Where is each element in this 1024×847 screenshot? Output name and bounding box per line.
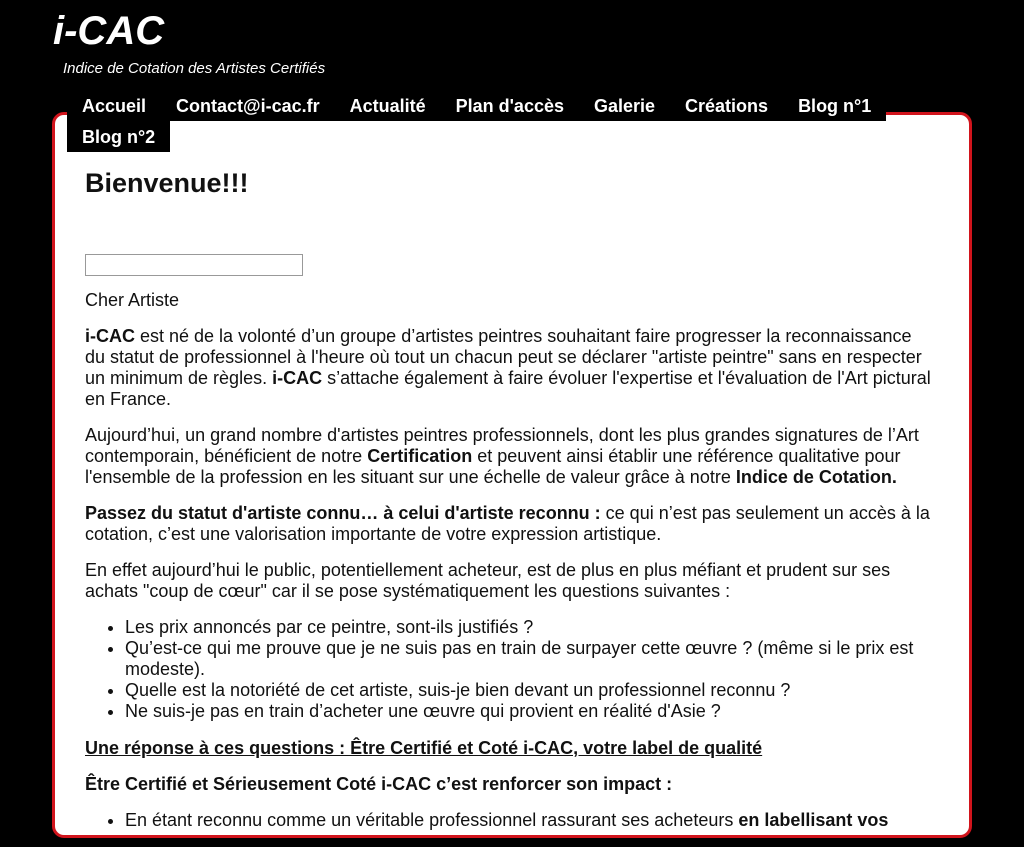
- nav-item-accueil[interactable]: Accueil: [67, 90, 161, 121]
- main-content: [85, 165, 935, 847]
- brand-name: i-CAC: [272, 368, 323, 388]
- answer-heading: Une réponse à ces questions : Être Certifié et Coté i-CAC, votre label de qualité: [85, 738, 763, 758]
- greeting: Cher Artiste: [85, 290, 180, 310]
- impact-heading: [85, 774, 935, 795]
- nav-item-contact[interactable]: Contact@i-cac.fr: [161, 90, 335, 121]
- status-paragraph: [85, 503, 935, 545]
- certification-paragraph: [85, 425, 935, 488]
- status-lead: Passez du statut d'artiste connu… à celui d'artiste reconnu :: [85, 503, 601, 523]
- status-text: ce qui n’est pas seulement un accès à la cotation, c’est une valorisation importante de votre expression artistique.: [85, 503, 930, 544]
- certification-text-1: Aujourd’hui, un grand nombre d'artistes peintres professionnels, dont les plus grandes signatures de l’Art contemporain, bénéficient de notre: [85, 425, 919, 466]
- main-navigation: [67, 90, 897, 152]
- site-subtitle: Indice de Cotation des Artistes Certifiés: [63, 60, 326, 77]
- list-item: • Qu’est-ce qui me prouve que je ne suis pas en train de surpayer cette œuvre ? (même si le prix est modeste).: [125, 638, 935, 680]
- brand-name: i-CAC: [85, 326, 135, 346]
- nav-item-galerie[interactable]: Galerie: [579, 90, 670, 121]
- list-item: • Ne suis-je pas en train d’acheter une œuvre qui provient en réalité d'Asie ?: [125, 701, 935, 722]
- page-title: Bienvenue!!!: [85, 168, 249, 198]
- nav-item-actualite[interactable]: Actualité: [335, 90, 441, 121]
- intro-text-2: s’attache également à faire évoluer l'expertise et l'évaluation de l'Art pictural en France.: [85, 368, 931, 409]
- nav-item-plan-acces[interactable]: Plan d'accès: [441, 90, 579, 121]
- list-item: • Quelle est la notoriété de cet artiste, suis-je bien devant un professionnel reconnu ?: [125, 680, 935, 701]
- nav-item-blog-2[interactable]: Blog n°2: [67, 121, 170, 152]
- cotation-term: Indice de Cotation.: [735, 467, 897, 487]
- certification-text-2: et peuvent ainsi établir une référence qualitative pour l'ensemble de la profession en les situant sur une échelle de valeur grâce à notre: [85, 446, 901, 487]
- intro-paragraph: [85, 326, 935, 410]
- certification-term: Certification: [367, 446, 473, 466]
- impact-list: [85, 810, 935, 831]
- impact-text: En étant reconnu comme un véritable professionnel rassurant ses acheteurs: [125, 810, 739, 830]
- image-placeholder: [85, 254, 303, 276]
- intro-text-1: est né de la volonté d’un groupe d’artistes peintres souhaitant faire progresser la reconnaissance du statut de professionnel à l'heure où tout un chacun peut se déclarer "artiste peintre" sans en respecter un minimum de règles.: [85, 326, 922, 388]
- impact-bold: en labellisant vos: [738, 810, 889, 830]
- nav-item-blog-1[interactable]: Blog n°1: [783, 90, 886, 121]
- public-paragraph: En effet aujourd’hui le public, potentiellement acheteur, est de plus en plus méfiant et prudent sur ses achats "coup de cœur" car il se pose systématiquement les questions suivantes :: [85, 560, 891, 601]
- list-item: • Les prix annoncés par ce peintre, sont-ils justifiés ?: [125, 617, 935, 638]
- questions-list: [85, 617, 935, 722]
- list-item: [125, 810, 935, 831]
- impact-heading-text: Être Certifié et Sérieusement Coté i-CAC c’est renforcer son impact :: [85, 774, 673, 794]
- site-title[interactable]: i-CAC: [53, 9, 165, 53]
- nav-item-creations[interactable]: Créations: [670, 90, 783, 121]
